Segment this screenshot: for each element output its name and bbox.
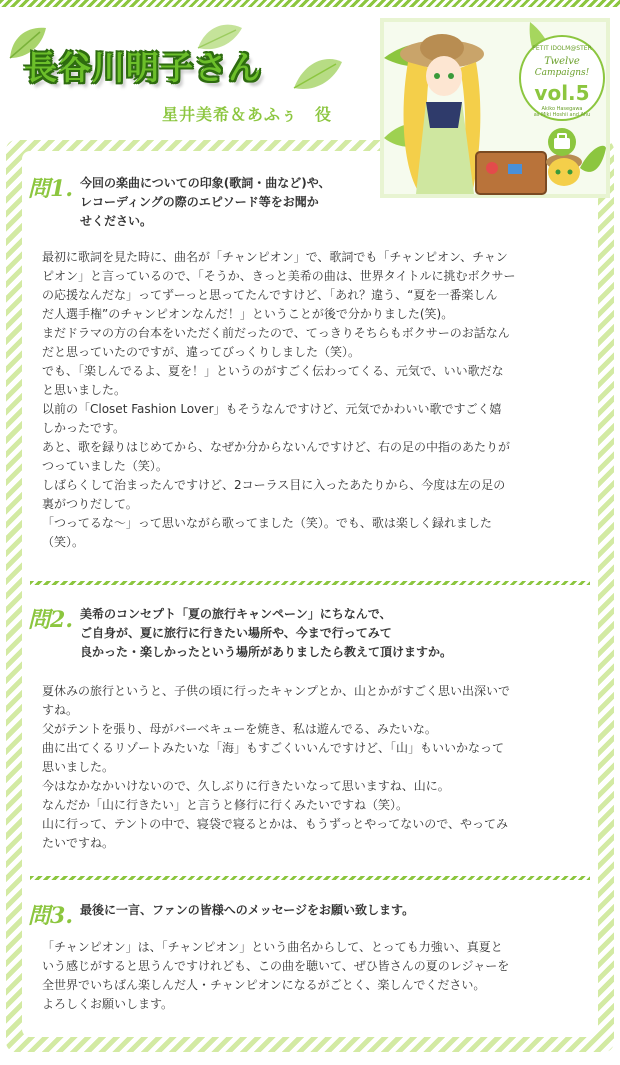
content-panel — [22, 151, 598, 1037]
role-subtitle: 星井美希＆あふぅ 役 — [162, 105, 333, 124]
cover-credit-line1: Akiko Hasegawa — [541, 106, 583, 112]
question-label: 問3. — [28, 903, 73, 929]
question-text: 最後に一言、ファンの皆様へのメッセージをお願い致します。 — [80, 903, 415, 917]
question-label: 問2. — [28, 607, 73, 633]
page-title: 長谷川明子さん — [24, 48, 262, 87]
section-divider — [30, 876, 590, 880]
cover-badge: PETIT IDOLM@STER — [532, 45, 592, 52]
answer-3: 「チャンピオン」は、「チャンピオン」という曲名からして、とっても力強い、真夏と いう感じがすると思うんですけれども、この曲を聴いて、ぜひ皆さんの夏のレジャーを 全世界でいちばん楽しんだ人・チャンピオンになるがごとく、楽しんでください。 よろしくお願いします。 — [42, 940, 510, 1011]
cover-credit-line2: as Miki Hoshii and Ahu — [533, 112, 591, 118]
question-text: 美希のコンセプト「夏の旅行キャンペーン」にちなんで、 ご自身が、夏に旅行に行きたい場所や、今まで行ってみて 良かった・楽しかったという場所がありましたら教えて頂けますか。 — [80, 607, 453, 659]
answer-1: 最初に歌詞を見た時に、曲名が「チャンピオン」で、歌詞でも「チャンピオン、チャン ピオン」と言っているので、「そうか、きっと美希の曲は、世界タイトルに挑むボクサー の応援なんだな」ってずーっと思ってたんですけど、「あれ？違う、“夏を一番楽しん だ人選手権”のチャンピオンなんだ！」ということが後で分かりました(笑)。 まだドラマの方の台本をいただく前だったので、てっきりそちらもボクサーのお話なん だと思っていたのですが、違ってびっくりしました（笑）。 でも、「楽しんでるよ、夏を！」というのがすごく伝わってくる、元気で、いい歌だな と思いました。 以前の「Closet Fashion Lover」もそうなんですけど、元気でかわいい歌ですごく嬉 しかったです。 あと、歌を録りはじめてから、なぜか分からないんですけど、右の足の中指のあたりが つっていました（笑）。 しばらくして治まったんですけど、2コーラス目に入ったあたりから、今度は左の足の 裏がつりだして。 「つってるな～」って思いながら歌ってました（笑）。でも、歌は楽しく録れました （笑）。 — [42, 250, 516, 549]
cover-subtitle-line2: Campaigns! — [534, 68, 590, 78]
cd-cover-image — [380, 18, 610, 198]
question-text: 今回の楽曲についての印象(歌詞・曲など)や、 レコーディングの際のエピソード等をお聞か せください。 — [80, 176, 331, 228]
answer-2: 夏休みの旅行というと、子供の頃に行ったキャンプとか、山とかがすごく思い出深いで すね。 父がテントを張り、母がバーベキューを焼き、私は遊んでる、みたいな。 曲に出てくるリゾートみたいな「海」もすごくいいんですけど、「山」もいいかなって 思いました。 今はなかなかいけないので、久しぶりに行きたいなって思いますね、山に。 なんだか「山に行きたい」と言うと修行に行くみたいですね（笑）。 山に行って、テントの中で、寝袋で寝るとかは、もうずっとやってないので、やってみ たいですね。 — [42, 684, 511, 850]
question-label: 問1. — [28, 176, 73, 202]
leaf-decoration-icon — [292, 52, 344, 94]
cover-volume: vol.5 — [534, 81, 590, 105]
section-divider — [30, 581, 590, 585]
cover-subtitle-line1: Twelve — [544, 56, 580, 67]
top-stripe-border — [0, 0, 620, 7]
